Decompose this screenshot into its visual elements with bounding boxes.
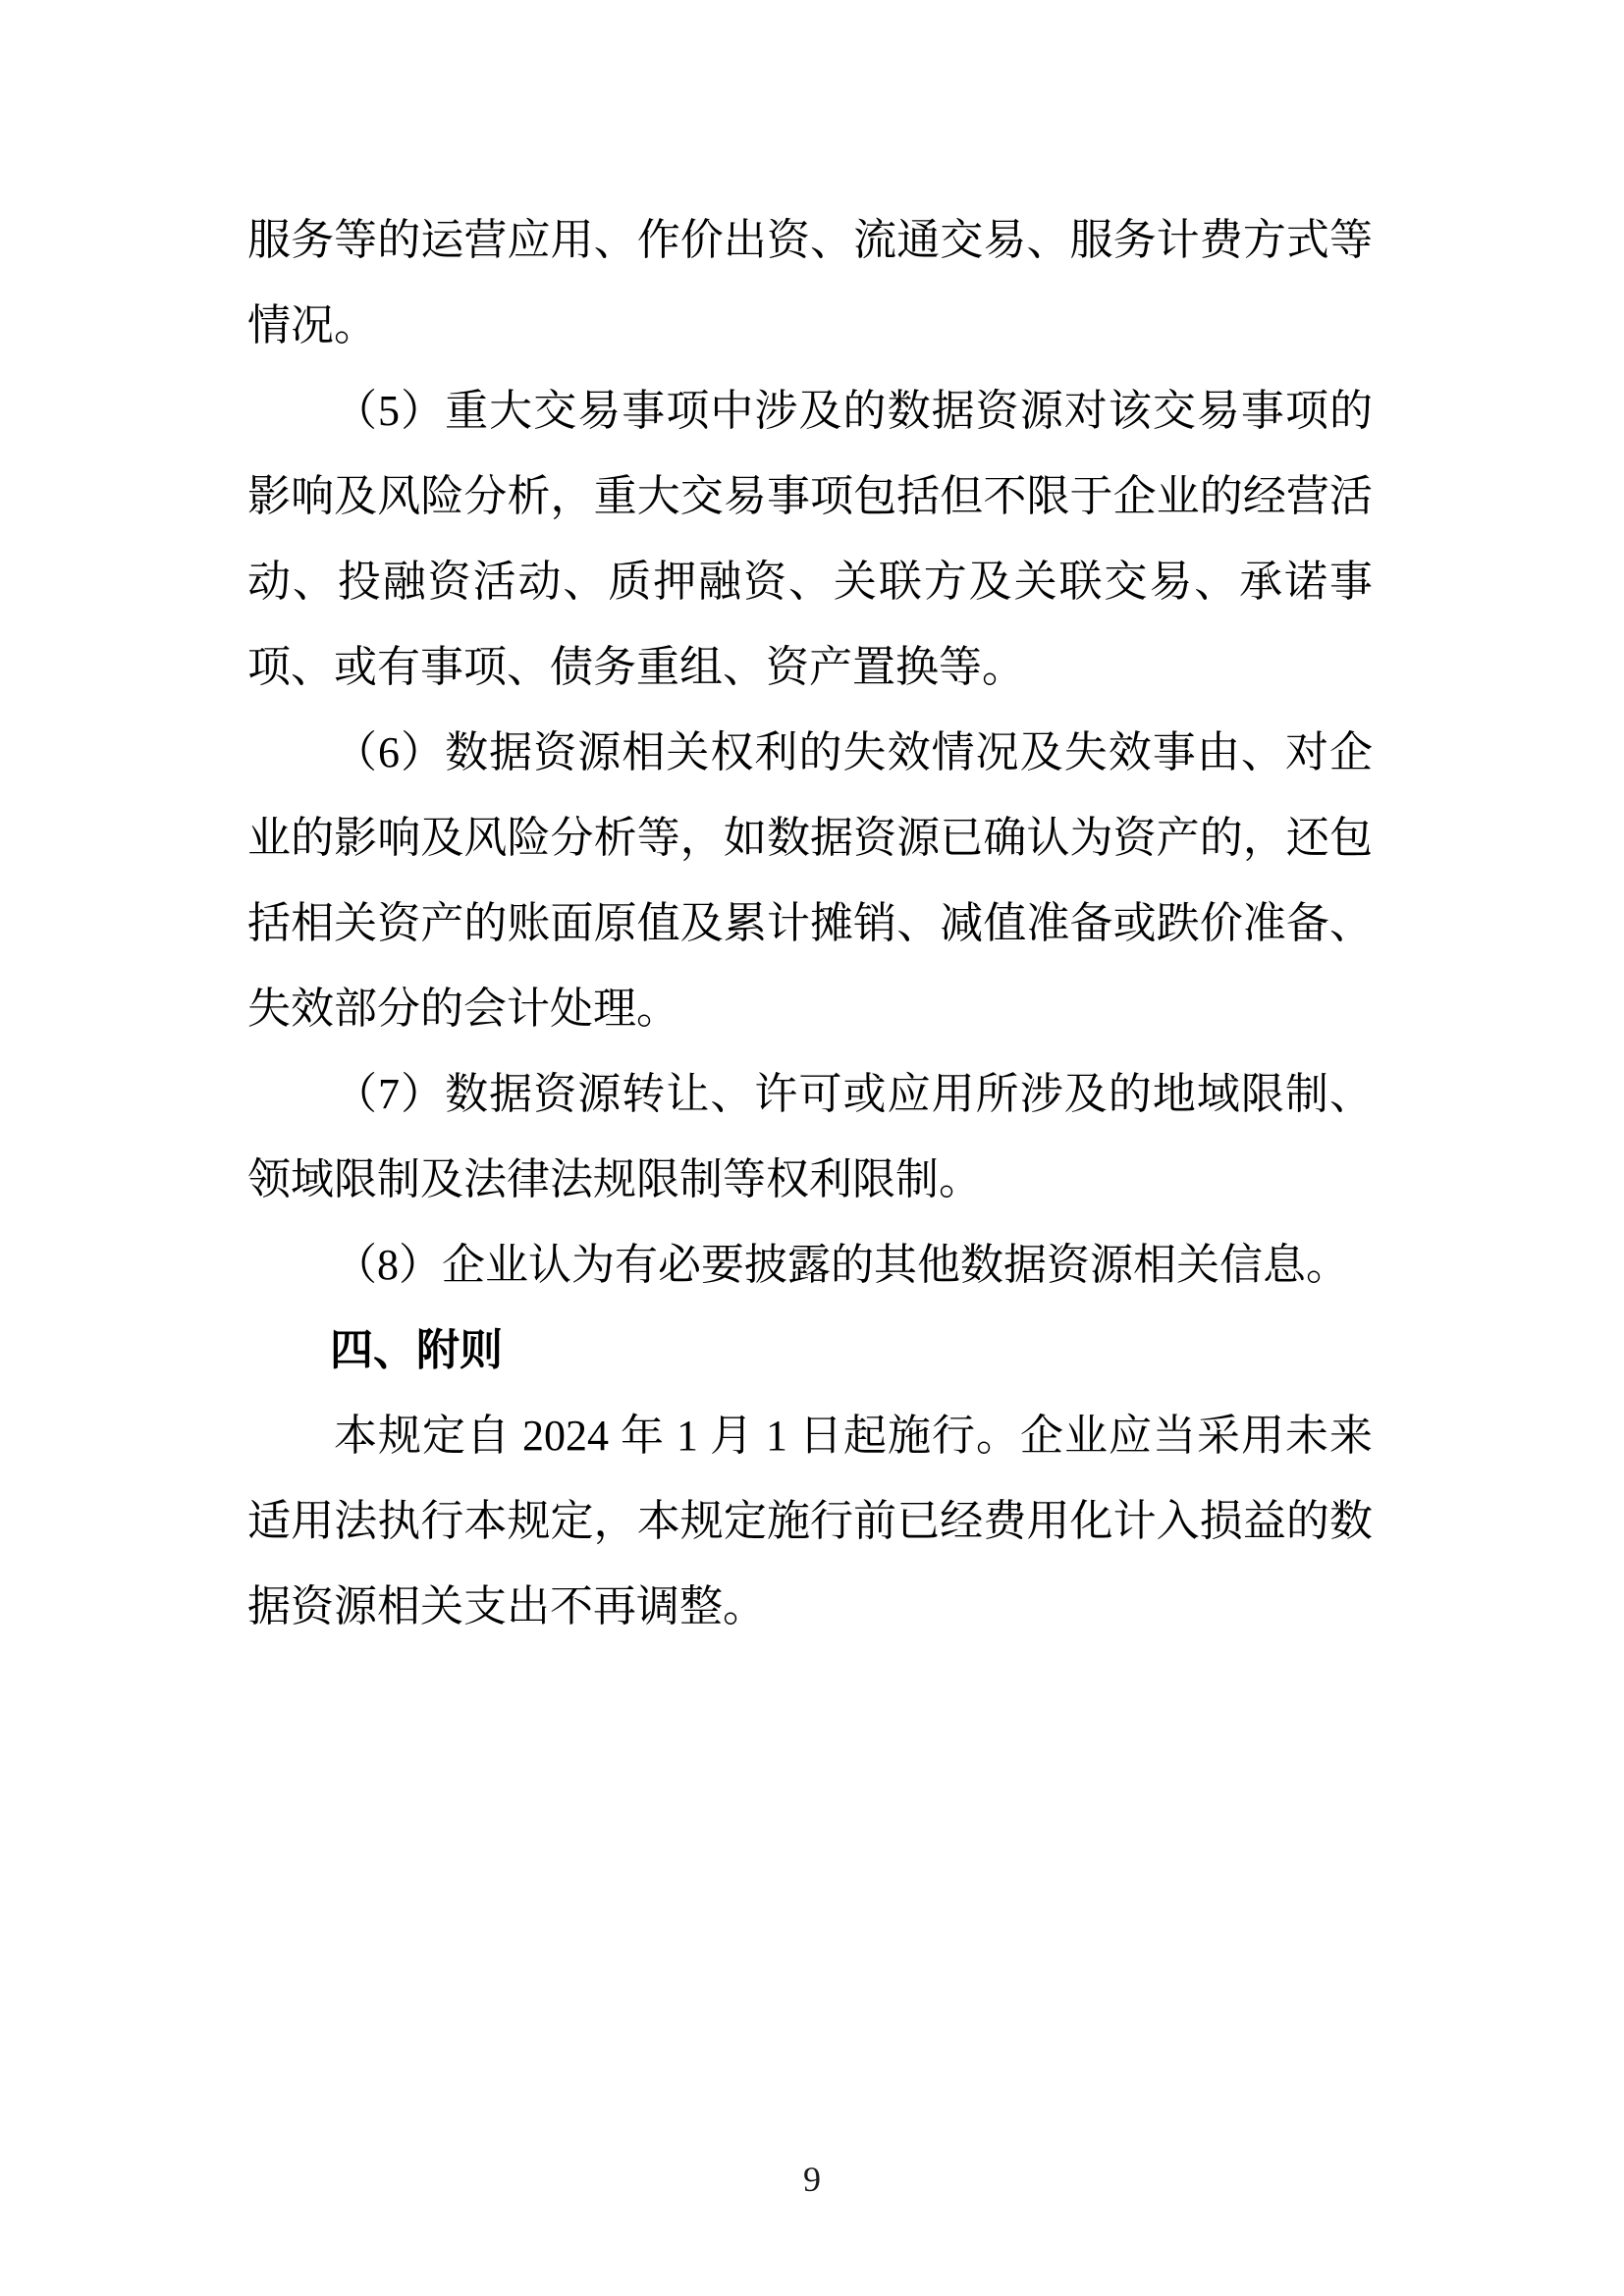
paragraph-continuation: 服务等的运营应用、作价出资、流通交易、服务计费方式等情况。 xyxy=(247,216,1373,349)
document-body xyxy=(247,197,1373,1649)
paragraph-item-8: （8）企业认为有必要披露的其他数据资源相关信息。 xyxy=(334,1241,1349,1289)
paragraph-item-7: （7）数据资源转让、许可或应用所涉及的地域限制、领域限制及法律法规限制等权利限制。 xyxy=(247,1070,1373,1203)
section-heading-appendix: 四、附则 xyxy=(330,1326,503,1374)
paragraph-item-6: （6）数据资源相关权利的失效情况及失效事由、对企业的影响及风险分析等，如数据资源已确认为资产的，还包括相关资产的账面原值及累计摊销、减值准备或跌价准备、失效部分的会计处理。 xyxy=(247,728,1373,1033)
paragraph-item-5: （5）重大交易事项中涉及的数据资源对该交易事项的影响及风险分析，重大交易事项包括但不限于企业的经营活动、投融资活动、质押融资、关联方及关联交易、承诺事项、或有事项、债务重组、资产置换等。 xyxy=(247,387,1373,691)
page-number: 9 xyxy=(803,2160,821,2199)
paragraph-closing: 本规定自 2024 年 1 月 1 日起施行。企业应当采用未来适用法执行本规定，本规定施行前已经费用化计入损益的数据资源相关支出不再调整。 xyxy=(247,1412,1373,1630)
